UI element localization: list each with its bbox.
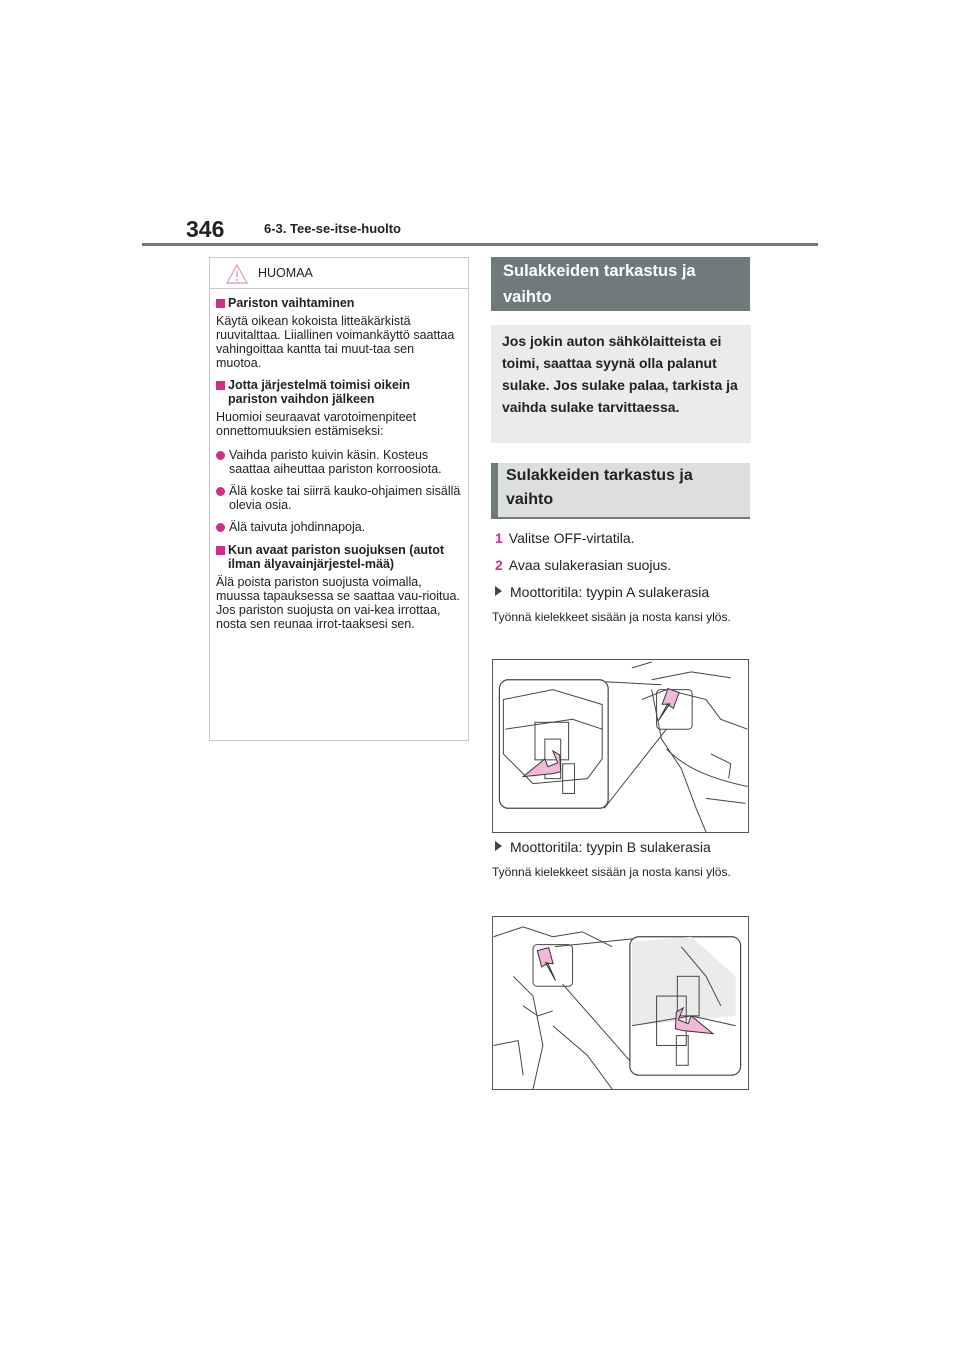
note-type-b: Työnnä kielekkeet sisään ja nosta kansi ylös. (492, 865, 731, 879)
round-bullet-icon (216, 487, 225, 496)
caution-bullet: Älä koske tai siirrä kauko-ohjaimen sisällä olevia osia. (216, 484, 462, 512)
round-bullet-icon (216, 523, 225, 532)
step-2: 2 Avaa sulakerasian suojus. (495, 557, 672, 573)
option-type-b: Moottoritila: tyypin B sulakerasia (495, 838, 711, 856)
caution-text: Käytä oikean kokoista litteäkärkistä ruuvitalttaa. Liiallinen voimankäyttö saattaa vahingoittaa kantta tai muut-taa sen muotoa. (216, 314, 455, 370)
fuse-box-a-illustration (493, 660, 748, 832)
triangle-arrow-icon (495, 586, 502, 596)
caution-heading: Kun avaat pariston suojuksen (autot ilman älyavainjärjestel-mää) (216, 543, 462, 571)
square-bullet-icon (216, 546, 225, 555)
fuse-box-b-illustration (493, 917, 748, 1089)
caution-label: HUOMAA (258, 266, 313, 280)
section-title: 6-3. Tee-se-itse-huolto (264, 221, 402, 236)
caution-box (209, 257, 469, 741)
round-bullet-icon (216, 451, 225, 460)
header-rule (142, 243, 818, 246)
caution-text: Huomioi seuraavat varotoimenpiteet onnettomuuksien estämiseksi: (216, 410, 417, 438)
warning-triangle-icon (226, 264, 248, 284)
chapter-heading: Sulakkeiden tarkastus ja vaihto (491, 257, 750, 311)
square-bullet-icon (216, 381, 225, 390)
figure-fuse-box-type-a (492, 659, 749, 833)
note-type-a: Työnnä kielekkeet sisään ja nosta kansi ylös. (492, 610, 731, 624)
caution-heading: Pariston vaihtaminen (216, 296, 462, 310)
caution-body (210, 289, 468, 631)
caution-text: Älä poista pariston suojusta voimalla, muussa tapauksessa se saattaa vau-rioitua. Jos pariston suojusta on vai-kea irrottaa, nosta sen reunaa irrot-taaksesi sen. (216, 575, 460, 631)
triangle-arrow-icon (495, 841, 502, 851)
step-1: 1 Valitse OFF-virtatila. (495, 530, 635, 546)
caution-header (210, 258, 468, 289)
caution-bullet: Vaihda paristo kuivin käsin. Kosteus saattaa aiheuttaa pariston korroosiota. (216, 448, 462, 476)
square-bullet-icon (216, 299, 225, 308)
caution-heading: Jotta järjestelmä toimisi oikein pariston vaihdon jälkeen (216, 378, 462, 406)
subheading: Sulakkeiden tarkastus ja vaihto (491, 463, 750, 519)
figure-fuse-box-type-b (492, 916, 749, 1090)
caution-bullet: Älä taivuta johdinnapoja. (216, 520, 462, 534)
page-number: 346 (186, 216, 225, 242)
intro-box: Jos jokin auton sähkölaitteista ei toimi, saattaa syynä olla palanut sulake. Jos sulake palaa, tarkista ja vaihda sulake tarvittaessa. (491, 325, 751, 443)
option-type-a: Moottoritila: tyypin A sulakerasia (495, 583, 709, 601)
